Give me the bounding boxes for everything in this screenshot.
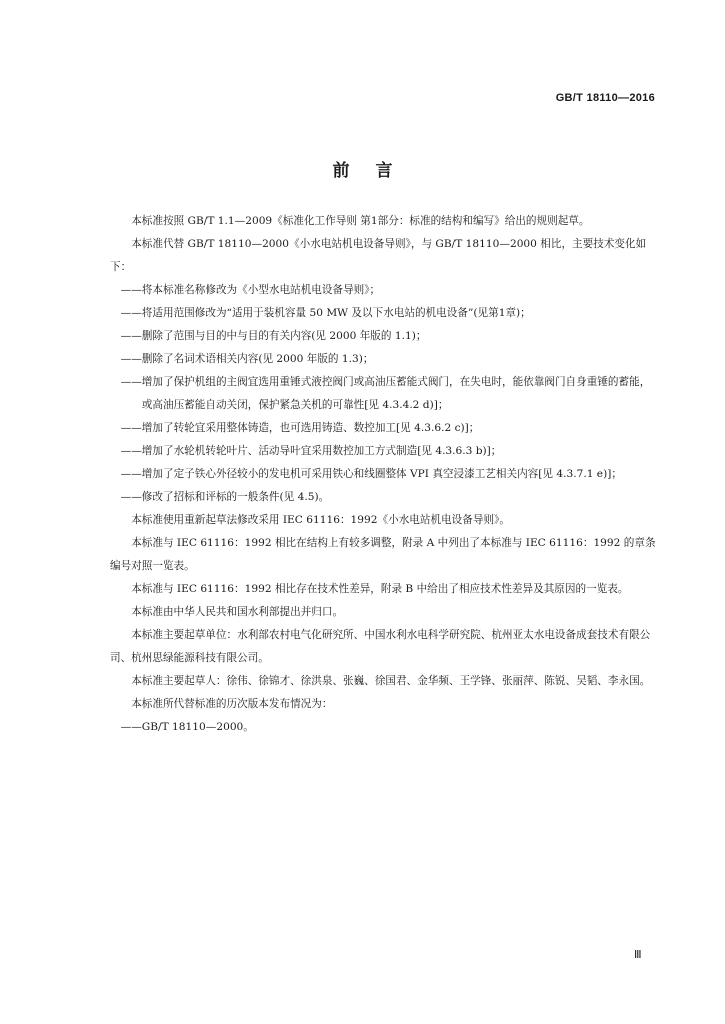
paragraph-drafters: 本标准主要起草人：徐伟、徐锦才、徐洪泉、张巍、徐国君、金华频、王学锋、张丽萍、陈锐、吴韬、李永国。	[131, 675, 651, 687]
document-body	[110, 210, 658, 739]
paragraph-iec-adoption: 本标准使用重新起草法修改采用 IEC 61116：1992《小水电站机电设备导则》。	[131, 514, 510, 526]
paragraph-structure-changes: 本标准与 IEC 61116：1992 相比在结构上有较多调整，附录 A 中列出了本标准与 IEC 61116：1992 的章条编号对照一览表。	[110, 537, 656, 572]
paragraph-drafting-rules: 本标准按照 GB/T 1.1—2009《标准化工作导则 第1部分：标准的结构和编写》给出的规则起草。	[131, 215, 590, 227]
change-item: ——删除了名词术语相关内容(见 2000 年版的 1.3)；	[120, 353, 374, 365]
change-item: ——增加了定子铁心外径较小的发电机可采用铁心和线圈整体 VPI 真空浸漆工艺相关内容[见 4.3.7.1 e)]；	[120, 468, 622, 480]
paragraph-drafting-units: 本标准主要起草单位：水利部农村电气化研究所、中国水利水电科学研究院、杭州亚太水电设备成套技术有限公司、杭州思绿能源科技有限公司。	[110, 629, 651, 664]
paragraph-technical-differences: 本标准与 IEC 61116：1992 相比存在技术性差异，附录 B 中给出了相应技术性差异及其原因的一览表。	[131, 583, 629, 595]
change-item: ——增加了转轮宜采用整体铸造，也可选用铸造、数控加工[见 4.3.6.2 c)]；	[120, 422, 480, 434]
page-number: Ⅲ	[634, 949, 642, 961]
paragraph-replaces: 本标准代替 GB/T 18110—2000《小水电站机电设备导则》，与 GB/T 18110—2000 相比，主要技术变化如下：	[110, 238, 647, 273]
change-item: ——修改了招标和评标的一般条件(见 4.5)。	[120, 491, 330, 503]
change-item: ——将本标准名称修改为《小型水电站机电设备导则》；	[120, 284, 381, 296]
change-item: ——删除了范围与目的中与目的有关内容(见 2000 年版的 1.1)；	[120, 330, 427, 342]
change-item: ——增加了保护机组的主阀宜选用重锤式液控阀门或高油压蓄能式阀门，在失电时，能依靠阀门自身重锤的蓄能，或高油压蓄能自动关闭，保护紧急关机的可靠性[见 4.3.4.2 d)]；	[120, 376, 651, 411]
change-item: ——增加了水轮机转轮叶片、活动导叶宜采用数控加工方式制造[见 4.3.6.3 b)]；	[120, 445, 502, 457]
change-item: ——将适用范围修改为“适用于装机容量 50 MW 及以下水电站的机电设备”(见第1章)；	[120, 307, 531, 319]
standard-code: GB/T 18110—2016	[555, 92, 655, 104]
history-item: ——GB/T 18110—2000。	[120, 721, 254, 733]
paragraph-proposer: 本标准由中华人民共和国水利部提出并归口。	[131, 606, 344, 618]
page-title: 前言	[332, 161, 419, 181]
paragraph-history-intro: 本标准所代替标准的历次版本发布情况为：	[131, 698, 333, 710]
